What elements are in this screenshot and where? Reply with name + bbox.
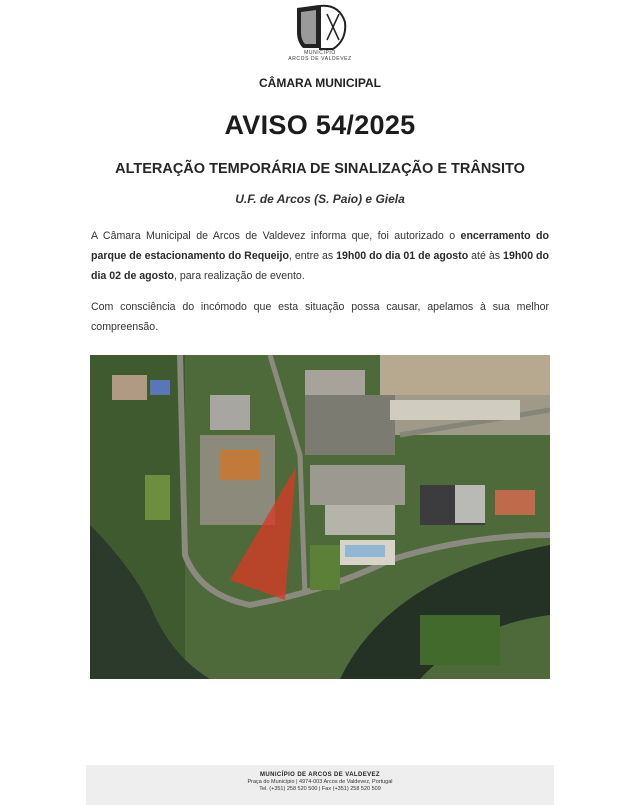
- entity-name: CÂMARA MUNICIPAL: [259, 76, 381, 90]
- coat-of-arms-icon: [297, 5, 345, 49]
- footer-entity: MUNICÍPIO DE ARCOS DE VALDEVEZ: [259, 772, 380, 778]
- logo-caption: MUNICÍPIO ARCOS DE VALDEVEZ: [288, 50, 352, 62]
- footer: [86, 765, 554, 805]
- aerial-map: [90, 355, 550, 679]
- footer-address: Praça do Município | 4974-003 Arcos de Valdevez, Portugal: [247, 779, 393, 785]
- notice-paragraph-1: A Câmara Municipal de Arcos de Valdevez informa que, foi autorizado o encerramento do parque de estacionamento do Requeijo, entre as 19h00 do dia 01 de agosto até às 19h00 do dia 02 de agosto, para realização de evento.: [91, 230, 550, 282]
- notice-location: U.F. de Arcos (S. Paio) e Giela: [235, 192, 405, 206]
- notice-paragraph-2: Com consciência do incómodo que esta situação possa causar, apelamos à sua melhor compreensão.: [91, 301, 549, 333]
- notice-subtitle: ALTERAÇÃO TEMPORÁRIA DE SINALIZAÇÃO E TRÂNSITO: [115, 161, 525, 177]
- footer-contacts: Tel. (+351) 258 520 500 | Fax (+351) 258 520 509: [259, 786, 381, 792]
- notice-title: AVISO 54/2025: [224, 110, 416, 140]
